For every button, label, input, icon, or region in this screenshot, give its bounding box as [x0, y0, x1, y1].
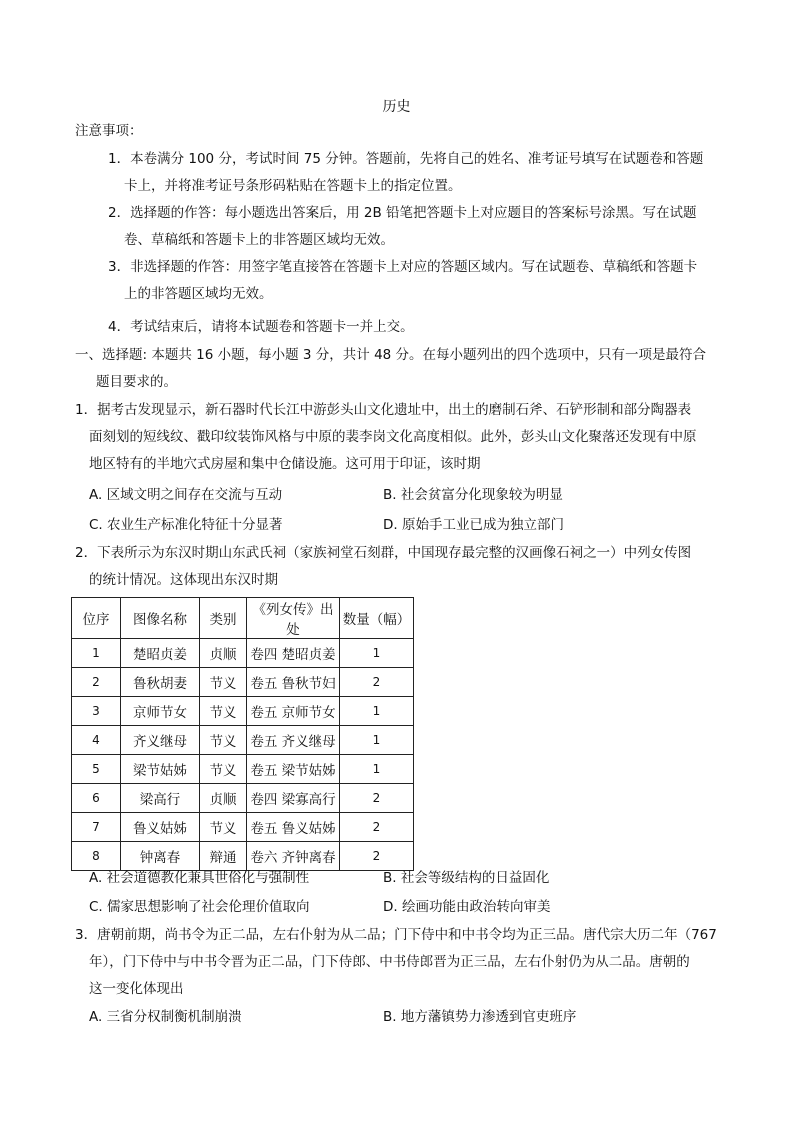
table-cell: 楚昭贞姜	[121, 639, 200, 668]
table-header-row	[72, 598, 414, 639]
table-cell: 卷五 京师节女	[247, 697, 340, 726]
table-row	[72, 755, 414, 784]
table-cell: 鲁秋胡妻	[121, 668, 200, 697]
table-cell: 1	[340, 697, 414, 726]
question-2-option-c: C. 儒家思想影响了社会伦理价值取向	[89, 899, 310, 915]
table-cell: 卷五 鲁秋节妇	[247, 668, 340, 697]
table-row	[72, 726, 414, 755]
question-3-option-b: B. 地方藩镇势力渗透到官吏班序	[383, 1009, 577, 1025]
column-header: 位序	[72, 598, 121, 639]
question-2-option-d: D. 绘画功能由政治转向审美	[383, 899, 551, 915]
notice-heading: 注意事项：	[75, 123, 143, 139]
question-2-option-b: B. 社会等级结构的日益固化	[383, 870, 550, 886]
notice-item-4: 4．考试结束后，请将本试题卷和答题卡一并上交。	[108, 319, 414, 335]
table-cell: 2	[340, 842, 414, 871]
notice-item-3-line-1: 3．非选择题的作答：用签字笔直接答在答题卡上对应的答题区域内。写在试题卷、草稿纸和答题卡	[108, 259, 698, 275]
question-1-option-b: B. 社会贫富分化现象较为明显	[383, 487, 563, 503]
page-title: 历史	[382, 99, 411, 115]
column-header: 《列女传》出处	[247, 598, 340, 639]
table-cell: 梁高行	[121, 784, 200, 813]
table-cell: 2	[340, 784, 414, 813]
question-3-stem-line-2: 年），门下侍中与中书令晋为正二品，门下侍郎、中书侍郎晋为正三品，左右仆射仍为从二品。唐朝的	[89, 954, 690, 970]
question-1-option-d: D. 原始手工业已成为独立部门	[383, 517, 564, 533]
question-1-stem-line-2: 面刻划的短线纹、戳印纹装饰风格与中原的裴李岗文化高度相似。此外，彭头山文化聚落还发现有中原	[89, 429, 697, 445]
table-cell: 贞顺	[200, 784, 247, 813]
section-heading-line-2: 题目要求的。	[96, 374, 177, 390]
table-cell: 4	[72, 726, 121, 755]
table-row	[72, 784, 414, 813]
question-1-stem-line-3: 地区特有的半地穴式房屋和集中仓储设施。这可用于印证，该时期	[89, 456, 481, 472]
table-cell: 5	[72, 755, 121, 784]
question-3-stem-line-3: 这一变化体现出	[89, 981, 184, 997]
question-2-stem-line-2: 的统计情况。这体现出东汉时期	[89, 572, 278, 588]
table-row	[72, 668, 414, 697]
table-cell: 卷四 梁寡高行	[247, 784, 340, 813]
notice-item-1-line-1: 1．本卷满分 100 分，考试时间 75 分钟。答题前，先将自己的姓名、准考证号填写在试题卷和答题	[108, 151, 704, 167]
table-cell: 鲁义姑姊	[121, 813, 200, 842]
table-cell: 卷五 鲁义姑姊	[247, 813, 340, 842]
table-cell: 节义	[200, 668, 247, 697]
question-3-stem-line-1: 3．唐朝前期，尚书令为正二品，左右仆射为从二品；门下侍中和中书令均为正三品。唐代宗大历二年（767	[75, 927, 717, 943]
table-cell: 6	[72, 784, 121, 813]
question-2-stem-line-1: 2．下表所示为东汉时期山东武氏祠（家族祠堂石刻群，中国现存最完整的汉画像石祠之一）中列女传图	[75, 545, 692, 561]
question-1-option-c: C. 农业生产标准化特征十分显著	[89, 517, 283, 533]
table-cell: 贞顺	[200, 639, 247, 668]
column-header: 图像名称	[121, 598, 200, 639]
table-cell: 3	[72, 697, 121, 726]
table-cell: 1	[340, 726, 414, 755]
section-heading-line-1: 一、选择题: 本题共 16 小题，每小题 3 分，共计 48 分。在每小题列出的四个选项中，只有一项是最符合	[75, 347, 707, 363]
table-cell: 2	[72, 668, 121, 697]
question-1-option-a: A. 区域文明之间存在交流与互动	[89, 487, 283, 503]
table-cell: 京师节女	[121, 697, 200, 726]
table-cell: 卷五 梁节姑姊	[247, 755, 340, 784]
table-cell: 2	[340, 668, 414, 697]
lienv-statistics-table	[71, 597, 414, 871]
table-cell: 1	[340, 755, 414, 784]
question-2-option-a: A. 社会道德教化兼具世俗化与强制性	[89, 870, 310, 886]
table-cell: 2	[340, 813, 414, 842]
table-row	[72, 639, 414, 668]
table-cell: 节义	[200, 697, 247, 726]
question-3-option-a: A. 三省分权制衡机制崩溃	[89, 1009, 242, 1025]
notice-item-3-line-2: 上的非答题区域均无效。	[124, 286, 273, 302]
column-header: 类别	[200, 598, 247, 639]
table-cell: 梁节姑姊	[121, 755, 200, 784]
table-cell: 节义	[200, 726, 247, 755]
table-row	[72, 697, 414, 726]
table-cell: 7	[72, 813, 121, 842]
table-cell: 卷四 楚昭贞姜	[247, 639, 340, 668]
table-cell: 卷五 齐义继母	[247, 726, 340, 755]
table-row	[72, 813, 414, 842]
notice-item-2-line-2: 卷、草稿纸和答题卡上的非答题区域均无效。	[124, 232, 394, 248]
table-cell: 齐义继母	[121, 726, 200, 755]
table-cell: 8	[72, 842, 121, 871]
table-cell: 辩通	[200, 842, 247, 871]
table-cell: 1	[72, 639, 121, 668]
table-cell: 节义	[200, 755, 247, 784]
table-cell: 钟离春	[121, 842, 200, 871]
table-cell: 1	[340, 639, 414, 668]
question-1-stem-line-1: 1．据考古发现显示，新石器时代长江中游彭头山文化遗址中，出土的磨制石斧、石铲形制和部分陶器表	[75, 402, 692, 418]
notice-item-1-line-2: 卡上，并将准考证号条形码粘贴在答题卡上的指定位置。	[124, 178, 462, 194]
table-cell: 节义	[200, 813, 247, 842]
table-cell: 卷六 齐钟离春	[247, 842, 340, 871]
notice-item-2-line-1: 2．选择题的作答：每小题选出答案后，用 2B 铅笔把答题卡上对应题目的答案标号涂黑。写在试题	[108, 205, 697, 221]
column-header: 数量（幅）	[340, 598, 414, 639]
